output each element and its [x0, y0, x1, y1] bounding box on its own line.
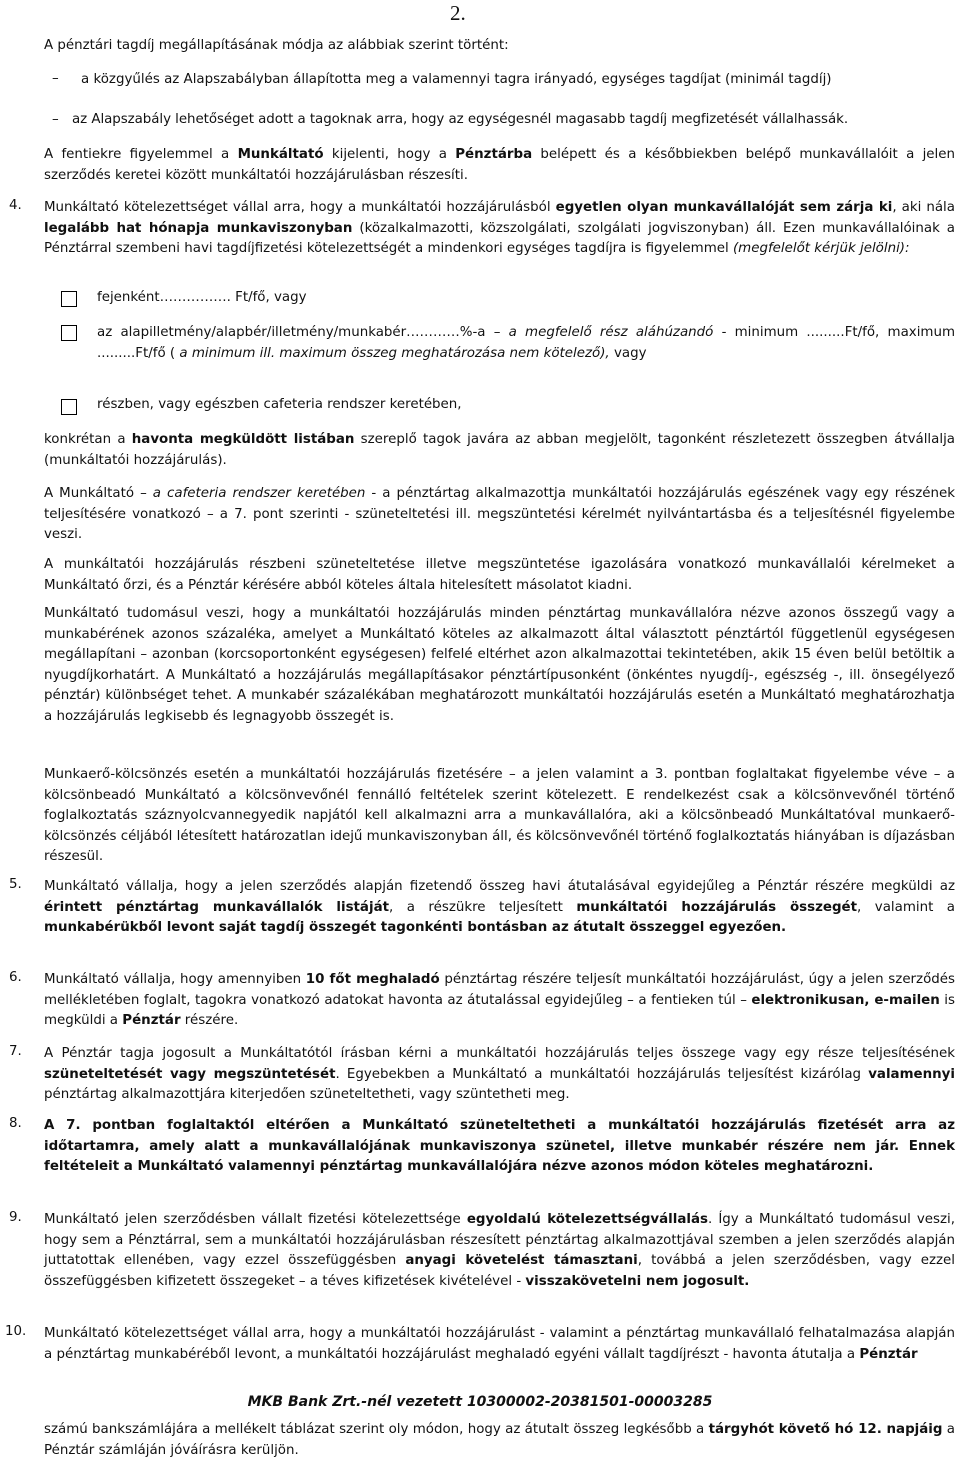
section-4-temp-agency-paragraph: Munkaerő-kölcsönzés esetén a munkáltatói hozzájárulás fizetésére – a jelen valamint a 3. pontban foglaltakat figyelembe véve – a kölcsönbeadó Munkáltató a kölcsönvevőnél fennálló feltételek szerint kötelezett. E rendelkezést csak a kölcsönvevőnél történő foglalkoztatás száznyolcvannegyedik napjától kell alkalmazni arra a munkavállalóra, aki a kölcsönbeadó Munkáltatóval munkaerő-kölcsönzés céljából létesített határozatlan idejű munkaviszonyban áll, és kölcsönvevőnél történő foglalkoztatás hiányában is díjazásban részesül.	[44, 767, 955, 864]
option-checkbox-per-head[interactable]	[61, 291, 77, 307]
dash-bullet: –	[52, 112, 59, 127]
section-number: 5.	[9, 877, 22, 892]
section-4-list-paragraph: konkrétan a havonta megküldött listában szereplő tagok javára az abban megjelölt, tagonként részletezett összegben átvállalja (munkáltatói hozzájárulás).	[44, 432, 955, 468]
fentiekre-paragraph: A fentiekre figyelemmel a Munkáltató kijelenti, hogy a Pénztárba belépett és a későbbiekben belépő munkavállalóit a jelen szerződés keretei között munkáltatói hozzájárulásban részesíti.	[44, 147, 955, 183]
section-6-paragraph: Munkáltató vállalja, hogy amennyiben 10 főt meghaladó pénztártag részére teljesít munkáltatói hozzájárulást, úgy a jelen szerződés mellékletében foglalt, tagokra vonatkozó adatokat havonta az átutalással egyidejűleg – a fentieken túl – elektronikusan, e-mailen is megküldi a Pénztár részére.	[44, 972, 955, 1028]
page-number: 2.	[450, 1, 466, 25]
dash-item-2: az Alapszabály lehetőséget adott a tagoknak arra, hogy az egységesnél magasabb tagdíj megfizetését vállalhassák.	[72, 112, 849, 127]
option-checkbox-percent[interactable]	[61, 325, 77, 341]
section-5-paragraph: Munkáltató vállalja, hogy a jelen szerződés alapján fizetendő összeg havi átutalásával egyidejűleg a Pénztár részére megküldi az érintett pénztártag munkavállalók listáját, a részükre teljesített munkáltatói hozzájárulás összegét, valamint a munkabérükből levont saját tagdíj összegét tagonkénti bontásban az átutalt összeggel egyezően.	[44, 879, 955, 935]
section-4-cafeteria-paragraph: A Munkáltató – a cafeteria rendszer keretében - a pénztártag alkalmazottja munkáltatói hozzájárulás egészének vagy egy részének teljesítésére vonatkozó – a 7. pont szerinti - szüneteltetési ill. megszüntetési kérelmét nyilvántartásba és a teljesítésnél figyelembe veszi.	[44, 486, 955, 542]
section-9-paragraph: Munkáltató jelen szerződésben vállalt fizetési kötelezettsége egyoldalú kötelezettségvállalás. Így a Munkáltató tudomásul veszi, hogy sem a Pénztárral, sem a munkáltatói hozzájárulásban részesített pénztártag alkalmazottjával szemben a jelen szerződés alapján juttatottak ellenében, vagy ezzel összefüggésben anyagi követelést támasztani, továbbá a jelen szerződésben, vagy ezzel összefüggésben kifizetett összegeket – a téves kifizetések kivételével - visszakövetelni nem jogosult.	[44, 1212, 956, 1289]
section-number: 7.	[9, 1044, 22, 1059]
section-10-paragraph: Munkáltató kötelezettséget vállal arra, hogy a munkáltatói hozzájárulást - valamint a pénztártag munkavállaló felhatalmazása alapján a pénztártag munkabéréből levont, a munkáltatói hozzájárulást meghaladó egyéni vállalt tagdíjrészt - havonta átutalja a Pénztár	[44, 1326, 955, 1362]
section-8-paragraph: A 7. pontban foglaltaktól eltérően a Munkáltató szüneteltetheti a munkáltatói hozzájárulás fizetését arra az időtartamra, amely alatt a munkavállalójának munkaviszonya szünetel, illetve munkabér részére nem jár. Ennek feltételeit a Munkáltató valamennyi pénztártag munkavállalójára nézve azonos módon köteles meghatározni.	[44, 1118, 955, 1174]
section-number: 6.	[9, 970, 22, 985]
section-number: 10.	[5, 1324, 27, 1339]
section-4-suspension-paragraph: A munkáltatói hozzájárulás részbeni szüneteltetése illetve megszüntetése igazolására vonatkozó munkavállalói kérelmeket a Munkáltató őrzi, és a Pénztár kérésére abból köteles általa hitelesített másolatot kiadni.	[44, 557, 955, 593]
section-number: 9.	[9, 1210, 22, 1225]
section-4-equal-amount-paragraph: Munkáltató tudomásul veszi, hogy a munkáltatói hozzájárulás minden pénztártag munkavállalóra nézve azonos összegű vagy a munkabérének azonos százaléka, amelyet a Munkáltató köteles az alkalmazott által választott pénztártól függetlenül egységesen megállapítani – azonban (korcsoportonként egységesen) felfelé eltérhet azon alkalmazottai tekintetében, akik 15 éven belül betöltik a nyugdíjkorhatárt. A Munkáltató a hozzájárulás megállapításakor pénztártípusonként (önkéntes nyugdíj-, egészség -, ill. önsegélyező pénztár) különbséget tehet. A munkabér százalékában meghatározott munkáltatói hozzájárulás esetén a Munkáltató meghatározhatja a hozzájárulás legkisebb és legnagyobb összegét is.	[44, 606, 955, 724]
option-cafeteria-label: részben, vagy egészben cafeteria rendszer keretében,	[97, 397, 462, 412]
intro-line: A pénztári tagdíj megállapításának módja az alábbiak szerint történt:	[44, 38, 509, 53]
option-percent-label: az alapilletmény/alapbér/illetmény/munkabér…………%-a – a megfelelő rész aláhúzandó - minimum .........Ft/fő, maximum .........Ft/fő ( a minimum ill. maximum összeg meghatározása nem kötelező), vagy	[97, 325, 956, 361]
section-10-continuation: számú bankszámlájára a mellékelt táblázat szerint oly módon, hogy az átutalt összeg legkésőbb a tárgyhót követő hó 12. napjáig a Pénztár számláján jóváírásra kerüljön.	[44, 1422, 956, 1458]
section-4-intro: Munkáltató kötelezettséget vállal arra, hogy a munkáltatói hozzájárulásból egyetlen olyan munkavállalóját sem zárja ki, aki nála legalább hat hónapja munkaviszonyban (közalkalmazotti, közszolgálati, szolgálati jogviszonyban) áll. Ezen munkavállalóinak a Pénztárral szembeni havi tagdíjfizetési kötelezettségét a mindenkori egységes tagdíjra is figyelemmel (megfelelőt kérjük jelölni):	[44, 200, 955, 256]
bank-account-line: MKB Bank Zrt.-nél vezetett 10300002-20381501-00003285	[247, 1394, 713, 1410]
option-per-head-label: fejenként……………. Ft/fő, vagy	[97, 290, 307, 305]
dash-item-1: a közgyűlés az Alapszabályban állapította meg a valamennyi tagra irányadó, egységes tagdíjat (minimál tagdíj)	[81, 72, 832, 87]
option-checkbox-cafeteria[interactable]	[61, 399, 77, 415]
section-number: 8.	[9, 1116, 22, 1131]
dash-bullet: –	[52, 71, 59, 86]
section-number: 4.	[9, 198, 22, 213]
section-7-paragraph: A Pénztár tagja jogosult a Munkáltatótól írásban kérni a munkáltatói hozzájárulás teljes összege vagy egy része teljesítésének szüneteltetését vagy megszüntetését. Egyebekben a Munkáltató a munkáltatói hozzájárulás teljesítést kizárólag valamennyi pénztártag alkalmazottjára kiterjedően szüneteltetheti, vagy szüntetheti meg.	[44, 1046, 955, 1102]
